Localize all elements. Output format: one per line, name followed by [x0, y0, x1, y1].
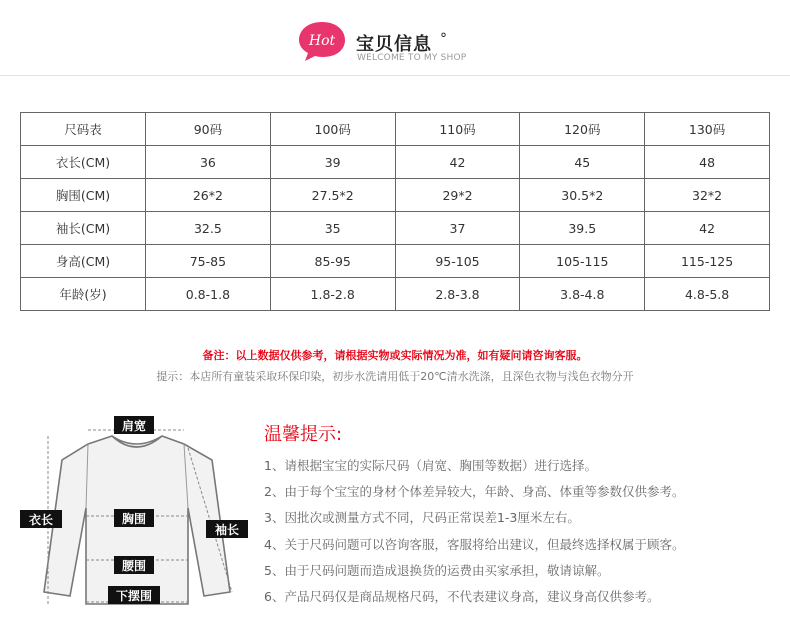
table-row-label: 胸围(CM) — [21, 179, 146, 212]
table-cell: 42 — [395, 146, 520, 179]
table-header-cell: 110码 — [395, 113, 520, 146]
tips-title: 温馨提示: — [264, 424, 343, 445]
table-cell: 36 — [146, 146, 271, 179]
table-row — [21, 146, 770, 179]
sleeve-label: 袖长 — [214, 523, 240, 537]
table-cell: 48 — [645, 146, 770, 179]
table-row — [21, 179, 770, 212]
hem-label: 下摆围 — [115, 589, 153, 603]
garment-diagram — [16, 408, 254, 614]
table-cell: 1.8-2.8 — [270, 278, 395, 311]
tip-item: 5、由于尺码问题而造成退换货的运费由买家承担，敬请谅解。 — [264, 562, 610, 578]
tip-item: 6、产品尺码仅是商品规格尺码，不代表建议身高，建议身高仅供参考。 — [264, 588, 660, 604]
table-row-label: 身高(CM) — [21, 245, 146, 278]
table-row-label: 袖长(CM) — [21, 212, 146, 245]
table-cell: 39.5 — [520, 212, 645, 245]
table-cell: 26*2 — [146, 179, 271, 212]
table-cell: 75-85 — [146, 245, 271, 278]
size-table — [20, 112, 770, 311]
waist-label: 腰围 — [121, 559, 147, 573]
table-header-cell: 100码 — [270, 113, 395, 146]
table-row-label: 年龄(岁) — [21, 278, 146, 311]
hot-badge-text: Hot — [308, 33, 336, 49]
table-cell: 95-105 — [395, 245, 520, 278]
table-cell: 32*2 — [645, 179, 770, 212]
hot-badge-icon — [296, 19, 348, 63]
table-cell: 0.8-1.8 — [146, 278, 271, 311]
title-mark: ° — [440, 31, 448, 47]
table-row — [21, 245, 770, 278]
tip-item: 4、关于尺码问题可以咨询客服，客服将给出建议，但最终选择权属于顾客。 — [264, 536, 685, 552]
table-cell: 30.5*2 — [520, 179, 645, 212]
table-row — [21, 278, 770, 311]
table-cell: 105-115 — [520, 245, 645, 278]
table-cell: 29*2 — [395, 179, 520, 212]
tip-item: 3、因批次或测量方式不同，尺码正常误差1-3厘米左右。 — [264, 510, 580, 526]
table-cell: 115-125 — [645, 245, 770, 278]
shoulder-label: 肩宽 — [121, 419, 147, 433]
table-row — [21, 212, 770, 245]
table-header-cell: 尺码表 — [21, 113, 146, 146]
header-divider — [0, 75, 790, 76]
table-cell: 3.8-4.8 — [520, 278, 645, 311]
tips-list — [264, 456, 684, 613]
care-hint: 提示：本店所有童装采取环保印染，初步水洗请用低于20℃清水洗涤，且深色衣物与浅色衣物分开 — [156, 370, 634, 383]
table-header-cell: 120码 — [520, 113, 645, 146]
table-cell: 35 — [270, 212, 395, 245]
table-cell: 4.8-5.8 — [645, 278, 770, 311]
tip-item: 1、请根据宝宝的实际尺码（肩宽、胸围等数据）进行选择。 — [264, 458, 597, 473]
table-cell: 2.8-3.8 — [395, 278, 520, 311]
table-header-row — [21, 113, 770, 146]
table-header-cell: 90码 — [146, 113, 271, 146]
tip-item: 2、由于每个宝宝的身材个体差异较大，年龄、身高、体重等参数仅供参考。 — [264, 484, 685, 500]
length-label: 衣长 — [28, 513, 54, 527]
table-row-label: 衣长(CM) — [21, 146, 146, 179]
table-cell: 27.5*2 — [270, 179, 395, 212]
page-title-text: 宝贝信息 — [356, 34, 432, 55]
table-cell: 39 — [270, 146, 395, 179]
page-subtitle: WELCOME TO MY SHOP — [357, 53, 467, 63]
chest-label: 胸围 — [121, 512, 147, 526]
table-cell: 45 — [520, 146, 645, 179]
table-cell: 85-95 — [270, 245, 395, 278]
page-header — [0, 0, 790, 76]
remark-note: 备注：以上数据仅供参考，请根据实物或实际情况为准，如有疑问请咨询客服。 — [202, 349, 588, 362]
table-header-cell: 130码 — [645, 113, 770, 146]
table-cell: 32.5 — [146, 212, 271, 245]
table-cell: 37 — [395, 212, 520, 245]
table-cell: 42 — [645, 212, 770, 245]
